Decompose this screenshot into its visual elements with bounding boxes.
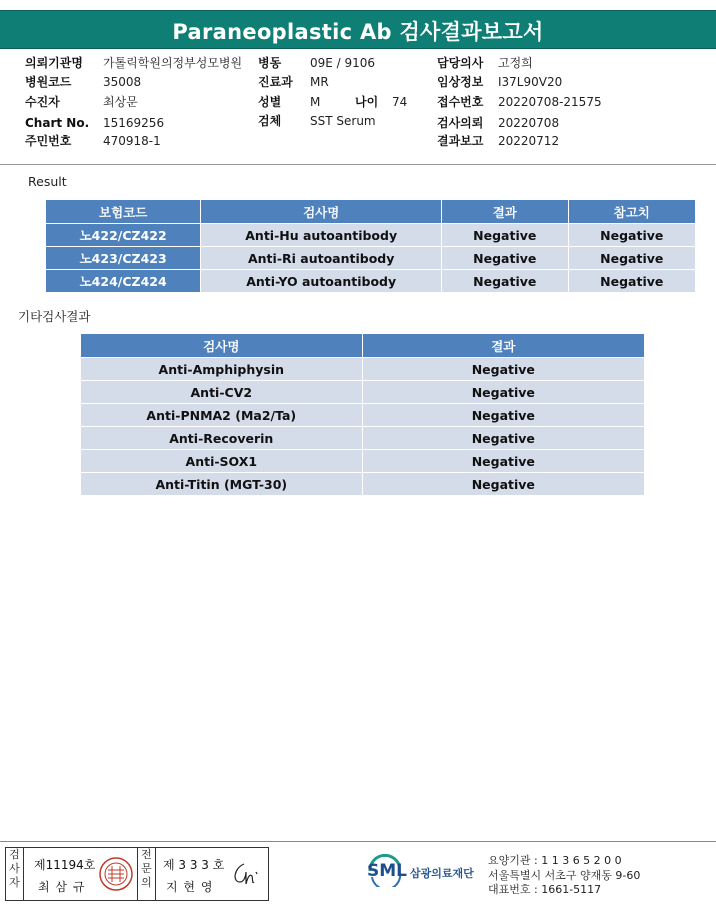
value-clinical-info: I37L90V20 — [498, 75, 563, 89]
test-name: Anti-Titin (MGT-30) — [81, 473, 363, 496]
report-title: Paraneoplastic Ab 검사결과보고서 — [172, 20, 544, 44]
result-header-row — [46, 200, 696, 224]
table-row — [81, 404, 645, 427]
sml-logo-text: SML — [367, 861, 407, 881]
specialist-name: 지 현 영 — [166, 880, 214, 894]
inspector-seal-icon — [98, 856, 134, 892]
specialist-role-char: 전 — [141, 848, 152, 861]
value-chart-no: 15169256 — [103, 116, 165, 130]
value-accession-no: 20220708-21575 — [498, 95, 602, 109]
test-result: Negative — [442, 270, 568, 293]
label-sex: 성별 — [258, 95, 282, 109]
value-sex: M — [310, 95, 321, 109]
table-row — [46, 247, 696, 270]
label-resident-no: 주민번호 — [25, 134, 72, 148]
label-hospital-code: 병원코드 — [25, 75, 72, 89]
test-result: Negative — [362, 427, 644, 450]
value-department: MR — [310, 75, 329, 89]
value-ward: 09E / 9106 — [310, 56, 376, 70]
table-row — [46, 270, 696, 293]
specialist-role-char: 의 — [141, 876, 152, 889]
value-doctor: 고정희 — [498, 56, 533, 70]
inspector-name: 최 삼 규 — [38, 880, 86, 894]
table-row — [46, 224, 696, 247]
test-result: Negative — [442, 224, 568, 247]
value-request-date: 20220708 — [498, 116, 560, 130]
footer-divider — [0, 841, 716, 842]
inspector-license-no: 제11194호 — [34, 858, 96, 872]
inspector-role-char: 사 — [9, 862, 20, 875]
header-test-name: 검사명 — [201, 200, 442, 224]
test-name: Anti-PNMA2 (Ma2/Ta) — [81, 404, 363, 427]
test-result: Negative — [362, 450, 644, 473]
value-resident-no: 470918-1 — [103, 134, 161, 148]
result-table — [45, 199, 696, 293]
label-report-date: 결과보고 — [437, 134, 484, 148]
label-doctor: 담당의사 — [437, 56, 484, 70]
header-insurance-code: 보험코드 — [46, 200, 201, 224]
value-report-date: 20220712 — [498, 134, 560, 148]
value-hospital-code: 35008 — [103, 75, 142, 89]
label-institution: 의뢰기관명 — [25, 56, 83, 70]
table-row — [81, 473, 645, 496]
org-address: 서울특별시 서초구 양재동 9-60 — [488, 868, 641, 882]
label-request-date: 검사의뢰 — [437, 116, 484, 130]
label-department: 진료과 — [258, 75, 293, 89]
result-heading: Result — [28, 174, 67, 189]
label-ward: 병동 — [258, 56, 282, 70]
test-result: Negative — [362, 404, 644, 427]
test-name: Anti-Amphiphysin — [81, 358, 363, 381]
inspector-role-char: 자 — [9, 876, 20, 889]
reference-value: Negative — [568, 270, 695, 293]
reference-value: Negative — [568, 247, 695, 270]
value-patient: 최상문 — [103, 95, 138, 109]
reference-value: Negative — [568, 224, 695, 247]
insurance-code: 노422/CZ422 — [46, 224, 201, 247]
test-result: Negative — [362, 358, 644, 381]
test-name: Anti-CV2 — [81, 381, 363, 404]
specialist-license-no: 제 3 3 3 호 — [163, 858, 225, 872]
test-result: Negative — [362, 381, 644, 404]
table-row — [81, 381, 645, 404]
test-name: Anti-YO autoantibody — [201, 270, 442, 293]
table-row — [81, 427, 645, 450]
test-name: Anti-SOX1 — [81, 450, 363, 473]
header-result: 결과 — [442, 200, 568, 224]
specialist-role-char: 문 — [141, 862, 152, 875]
header-result: 결과 — [362, 334, 644, 358]
insurance-code: 노423/CZ423 — [46, 247, 201, 270]
label-clinical-info: 임상정보 — [437, 75, 484, 89]
label-chart-no: Chart No. — [25, 116, 90, 130]
info-divider — [0, 164, 716, 165]
test-result: Negative — [362, 473, 644, 496]
signature-icon — [228, 858, 264, 890]
value-age: 74 — [392, 95, 408, 109]
other-tests-table — [80, 333, 645, 496]
signature-box — [5, 847, 269, 901]
table-row — [81, 450, 645, 473]
org-contact — [488, 854, 640, 898]
label-specimen: 검체 — [258, 114, 282, 128]
test-name: Anti-Hu autoantibody — [201, 224, 442, 247]
other-header-row — [81, 334, 645, 358]
org-institution-code: 요양기관 : 1 1 3 6 5 2 0 0 — [488, 854, 622, 867]
test-name: Anti-Ri autoantibody — [201, 247, 442, 270]
table-row — [81, 358, 645, 381]
org-name: 삼광의료재단 — [410, 867, 474, 880]
value-institution: 가톨릭학원의정부성모병원 — [103, 56, 243, 70]
label-age: 나이 — [355, 95, 379, 109]
specialist-role — [137, 848, 156, 900]
test-result: Negative — [442, 247, 568, 270]
inspector-role-char: 검 — [9, 848, 20, 861]
title-bar — [0, 10, 716, 49]
label-accession-no: 접수번호 — [437, 95, 484, 109]
value-specimen: SST Serum — [310, 114, 376, 128]
header-test-name: 검사명 — [81, 334, 363, 358]
other-tests-heading: 기타검사결과 — [18, 309, 91, 324]
header-reference: 참고치 — [568, 200, 695, 224]
org-phone: 대표번호 : 1661-5117 — [488, 883, 602, 896]
insurance-code: 노424/CZ424 — [46, 270, 201, 293]
inspector-role — [6, 848, 24, 900]
patient-info — [0, 54, 716, 154]
test-name: Anti-Recoverin — [81, 427, 363, 450]
label-patient: 수진자 — [25, 95, 60, 109]
